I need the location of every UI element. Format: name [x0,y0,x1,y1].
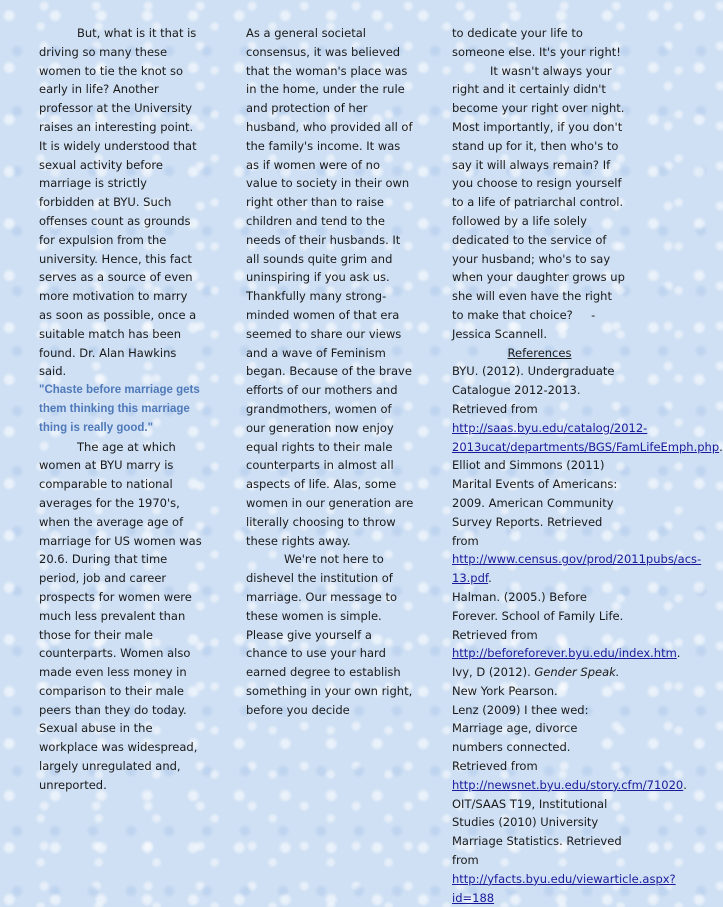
reference-link[interactable]: http://newsnet.byu.edu/story.cfm/71020 [452,777,684,792]
paragraph: As a general societal consensus, it was believed that the woman's place was in the home, under the rule and protection of her husband, who provided all of the family's income. It was as if women were of no value to society in their own right other than to raise children and tend to the needs of their husbands. It all sounds quite grim and uninspiring if you ask us. Thankfully many strong-minded women of that era seemed to share our views and a wave of Feminism began. Because of the brave efforts of our mothers and grandmothers, women of our generation now enjoy equal rights to their male counterparts in almost all aspects of life. Alas, some women in our generation are literally choosing to throw these rights away. [246,26,414,548]
reference-entry [452,456,702,588]
column-1 [39,24,203,795]
reference-title: Gender Speak. [534,665,620,680]
paragraph: The age at which women at BYU marry is comparable to national averages for the 1970's, when the average age of marriage for US women was 20.6. During that time period, job and career prospects for women were much less prevalent than those for their male counterparts. Women also made even less money in comparison to their male peers than they do today. Sexual abuse in the workplace was widespread, largely unregulated and, unreported. [39,439,202,792]
reference-suffix: . [719,439,723,454]
reference-entry [452,795,676,907]
reference-suffix: . [683,777,687,792]
references-heading: References [507,345,572,360]
reference-entry [452,588,681,663]
reference-text: BYU. (2012). Undergraduate Catalogue 2012-2013. Retrieved from [452,364,615,416]
paragraph: We're not here to dishevel the institution of marriage. Our message to these women is simple. Please give yourself a chance to use your hard earned degree to establish something in your own right, before you decide [246,552,413,717]
reference-entry [452,701,687,795]
paragraph-text: It wasn't always your right and it certainly didn't become your right over night. Most importantly, if you don't stand up for it, then who's to say it will always remain? If you choose to resign yourself to a life of patriarchal control. followed by a life solely dedicated to the service of your husband; who's to say when your daughter grows up she will even have the right to make that choice? [452,63,625,322]
reference-suffix: . [676,646,681,661]
reference-text: Ivy, D (2012). [452,665,535,680]
column-3 [452,24,723,907]
reference-entry [452,663,627,701]
paragraph: to dedicate your life to someone else. It's your right! [452,26,621,59]
reference-link[interactable]: http://saas.byu.edu/catalog/2012-2013ucat/departments/BGS/FamLifeEmph.php [452,420,720,454]
reference-text: Elliot and Simmons (2011) Marital Events of Americans: 2009. American Community Survey Reports. Retrieved from [452,458,618,548]
reference-link[interactable]: http://beforeforever.byu.edu/index.htm [452,646,677,661]
reference-text: Lenz (2009) I thee wed: Marriage age, divorce numbers connected. Retrieved from [452,702,589,774]
author-signature: - Jessica Scannell. [452,307,596,341]
reference-text: New York Pearson. [452,683,558,698]
paragraph [452,62,627,344]
column-2 [246,24,414,719]
pull-quote: "Chaste before marriage gets them thinking this marriage thing is really good." [39,384,200,434]
reference-text: OIT/SAAS T19, Institutional Studies (2010) University Marriage Statistics. Retrieved from [452,796,622,868]
reference-entry [452,362,723,456]
reference-suffix: . [488,571,492,586]
reference-link[interactable]: http://yfacts.byu.edu/viewarticle.aspx?id=188 [452,871,676,905]
paragraph: But, what is it that is driving so many these women to tie the knot so early in life? Another professor at the University raises an interesting point. It is widely understood that sexual activity before marriage is strictly forbidden at BYU. Such offenses count as grounds for expulsion from the university. Hence, this fact serves as a source of even more motivation to marry as soon as possible, once a suitable match has been found. Dr. Alan Hawkins said. [39,26,197,379]
reference-link[interactable]: http://www.census.gov/prod/2011pubs/acs-13.pdf [452,552,702,586]
reference-text: Halman. (2005.) Before Forever. School of Family Life. Retrieved from [452,589,624,642]
